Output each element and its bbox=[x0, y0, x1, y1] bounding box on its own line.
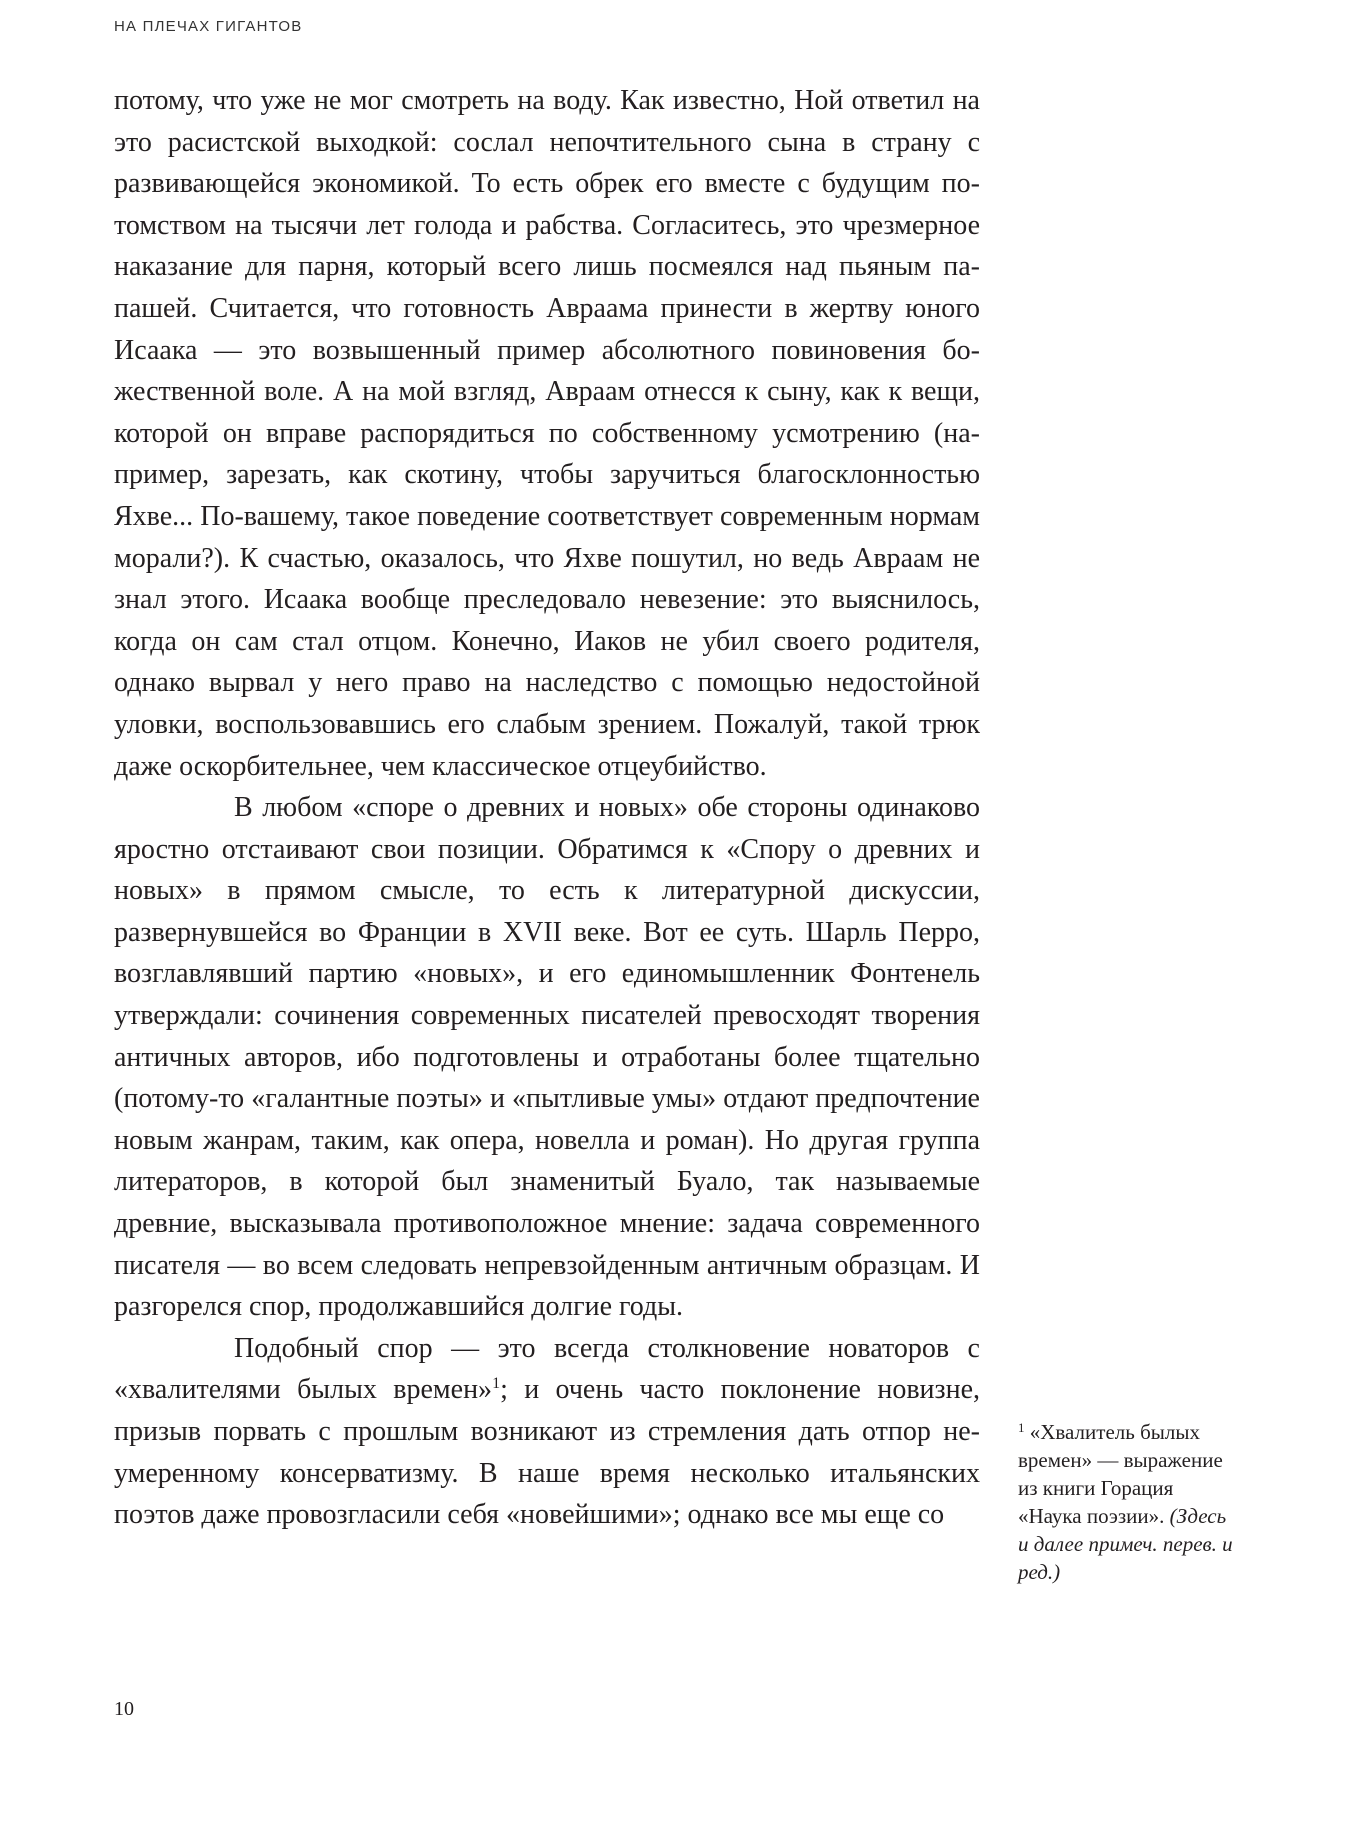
footnote bbox=[1018, 1418, 1238, 1586]
footnote-editor-note: (Здесь и далее примеч. перев. и ред.) bbox=[1018, 1504, 1233, 1584]
paragraph-3-text-start: Подобный спор — это всегда столкновение новаторов с «хвалителями былых времен» bbox=[114, 1332, 980, 1406]
paragraph-1: потому, что уже не мог смотреть на воду. Как известно, Ной ответил на это расистской выходкой: сослал непочтительного сына в страну с развивающейся экономикой. То есть обрек его вместе с будущим потомством на тысячи лет голода и рабства. Согласитесь, это чрезмерное наказание для парня, который всего лишь посмеялся над пьяным папашей. Считается, что готовность Авраама принести в жертву юного Исаака — это возвышенный пример абсолютного повиновения божественной воле. А на мой взгляд, Авраам отнесся к сыну, как к вещи, которой он вправе распорядиться по собственному усмотрению (например, зарезать, как скотину, чтобы заручиться благосклонностью Яхве... По-вашему, такое поведение соответствует современным нормам морали?). К счастью, оказалось, что Яхве пошутил, но ведь Авраам не знал этого. Исаака вообще преследовало невезение: это выяснилось, когда он сам стал отцом. Конечно, Иаков не убил своего родителя, однако вырвал у него право на наследство с помощью недостойной уловки, воспользовавшись его слабым зрением. Пожалуй, такой трюк даже оскорбительнее, чем классическое отцеубийство. bbox=[114, 85, 980, 782]
footnote-text: «Хвалитель былых времен» — выражение из книги Горация «Наука поэзии». bbox=[1018, 1420, 1223, 1528]
footnote-reference[interactable]: 1 bbox=[492, 1375, 501, 1393]
running-header: НА ПЛЕЧАХ ГИГАНТОВ bbox=[114, 18, 303, 35]
paragraph-2: В любом «споре о древних и новых» обе стороны одинаково яростно отстаивают свои позиции. Обратимся к «Спору о древних и новых» в прямом смысле, то есть к литературной дискуссии, развернувшейся во Франции в XVII веке. Вот ее суть. Шарль Перро, возглавлявший партию «новых», и его единомышленник Фонтенель утверждали: сочинения современных писателей превосходят творения античных авторов, ибо подготовлены и отработаны более тщательно (потому-то «галантные поэты» и «пытливые умы» отдают предпочтение новым жанрам, таким, как опера, новелла и роман). Но другая группа литераторов, в которой был знаменитый Буало, так называемые древние, высказывала противоположное мнение: задача современного писателя — во всем следовать непревзойденным античным образцам. И разгорелся спор, продолжавшийся долгие годы. bbox=[114, 792, 980, 1323]
footnote-marker: 1 bbox=[1018, 1420, 1025, 1435]
main-text bbox=[114, 80, 980, 1536]
page-number: 10 bbox=[114, 1698, 134, 1720]
paragraph-3 bbox=[114, 1328, 980, 1536]
paragraph-3-text-end: ; и очень часто поклонение новизне, призыв порвать с прошлым возникают из стремления дать отпор неумеренному консерватизму. В наше время несколько итальянских поэтов даже провозгласили себя «новейшими»; однако все мы еще со bbox=[114, 1374, 981, 1531]
